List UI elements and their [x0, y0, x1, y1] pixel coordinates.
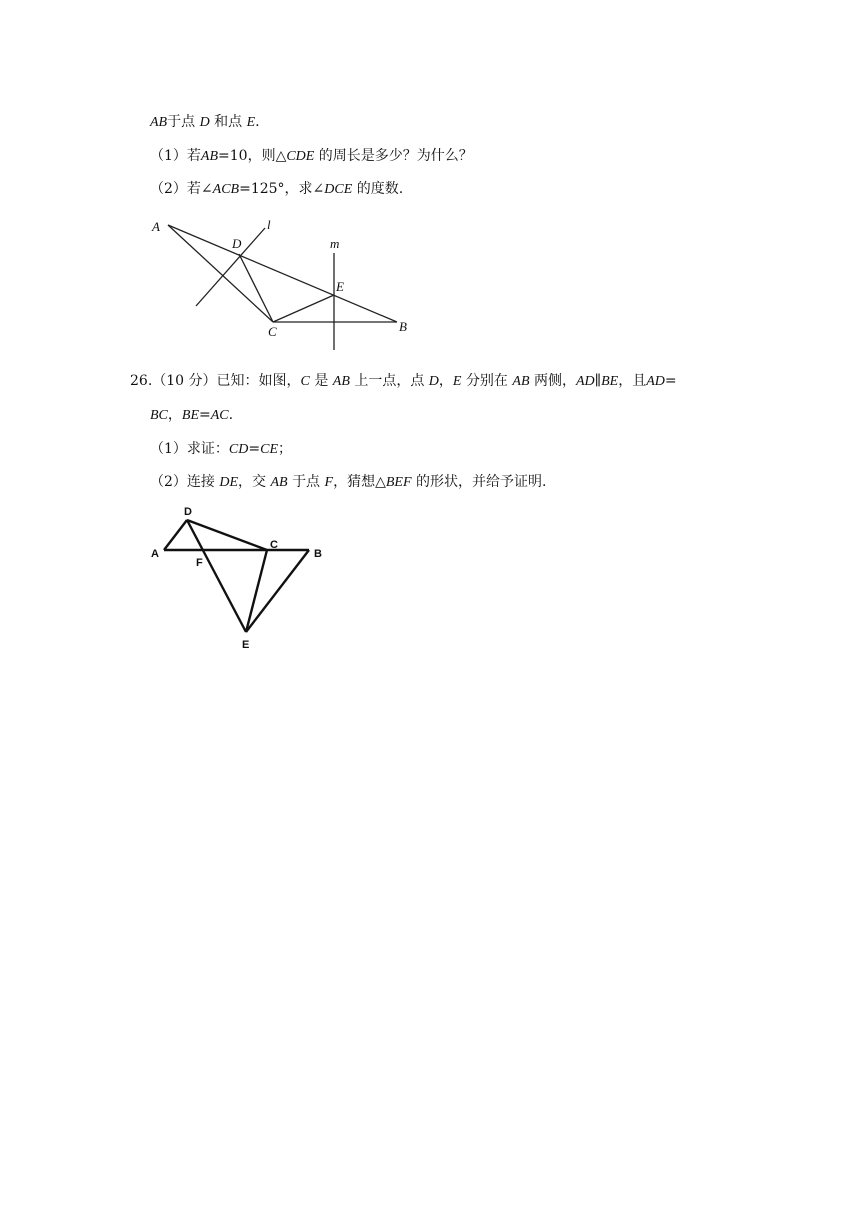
text-BE: BE: [601, 374, 619, 389]
text: 上一点，点: [354, 373, 425, 389]
label-m: m: [330, 236, 340, 251]
text: 两侧，: [533, 373, 576, 389]
text: 分别在: [465, 373, 508, 389]
text: =: [664, 373, 677, 389]
text: 的形状，并给予证明.: [415, 474, 547, 490]
label-C: C: [270, 539, 278, 551]
text: 的度数.: [356, 181, 404, 197]
text-C: C: [300, 374, 310, 389]
text-AB: AB: [512, 374, 530, 389]
label-A: A: [152, 219, 160, 234]
label-C: C: [268, 324, 277, 339]
text: 的周长是多少？为什么？: [318, 148, 473, 164]
text-E: E: [452, 374, 462, 389]
text-D: D: [428, 374, 439, 389]
label-F: F: [196, 557, 203, 569]
text: 于点: [167, 114, 196, 130]
text-AB: AB: [332, 374, 350, 389]
label-B: B: [314, 548, 322, 560]
segment-DE: [187, 520, 246, 632]
text-AC: AC: [210, 408, 229, 423]
label-E: E: [242, 639, 250, 651]
text-CE: CE: [260, 442, 278, 457]
text-CD: CD: [228, 442, 249, 457]
text: 26.（10 分）已知：如图，: [130, 373, 301, 389]
text-AD: AD: [646, 374, 665, 389]
text: =125°，求∠: [239, 181, 325, 197]
text: ，交: [238, 474, 267, 490]
text-CDE: CDE: [286, 149, 315, 164]
text: =10，则△: [218, 148, 287, 164]
text-AD: AD: [575, 374, 595, 389]
text: .: [255, 114, 260, 130]
text: 于点: [292, 474, 321, 490]
text: 和点: [214, 114, 243, 130]
segment-DC: [187, 520, 267, 550]
text: ∥: [594, 373, 602, 389]
text: ，且: [618, 373, 647, 389]
text: ；: [278, 441, 292, 457]
text-AB: AB: [200, 149, 219, 164]
text: ，猜想△: [333, 474, 386, 490]
text-AB: AB: [270, 475, 288, 490]
segment-AD: [164, 520, 187, 550]
text-AB: AB: [150, 115, 168, 130]
label-l: l: [267, 217, 271, 232]
label-A: A: [151, 548, 159, 560]
text: =: [248, 441, 261, 457]
label-E: E: [336, 279, 344, 294]
text-E: E: [246, 115, 256, 130]
text: （2）连接: [150, 474, 215, 490]
text-BEF: BEF: [385, 475, 412, 490]
text-BC: BC: [150, 408, 168, 423]
text-F: F: [324, 475, 334, 490]
text-DCE: DCE: [324, 182, 353, 197]
text: （1）若: [150, 148, 201, 164]
label-D: D: [232, 236, 242, 251]
label-D: D: [184, 506, 192, 518]
text-DE: DE: [219, 475, 239, 490]
text: ，: [438, 373, 453, 389]
text-BE: BE: [181, 408, 199, 423]
text: .: [228, 407, 234, 423]
text-ACB: ACB: [212, 182, 240, 197]
text-D: D: [199, 115, 210, 130]
text: （2）若∠: [150, 181, 213, 197]
text: （1）求证：: [150, 441, 229, 457]
text: =: [199, 407, 211, 423]
label-B: B: [399, 319, 407, 334]
text: ，: [167, 407, 182, 423]
text: 是: [314, 373, 329, 389]
